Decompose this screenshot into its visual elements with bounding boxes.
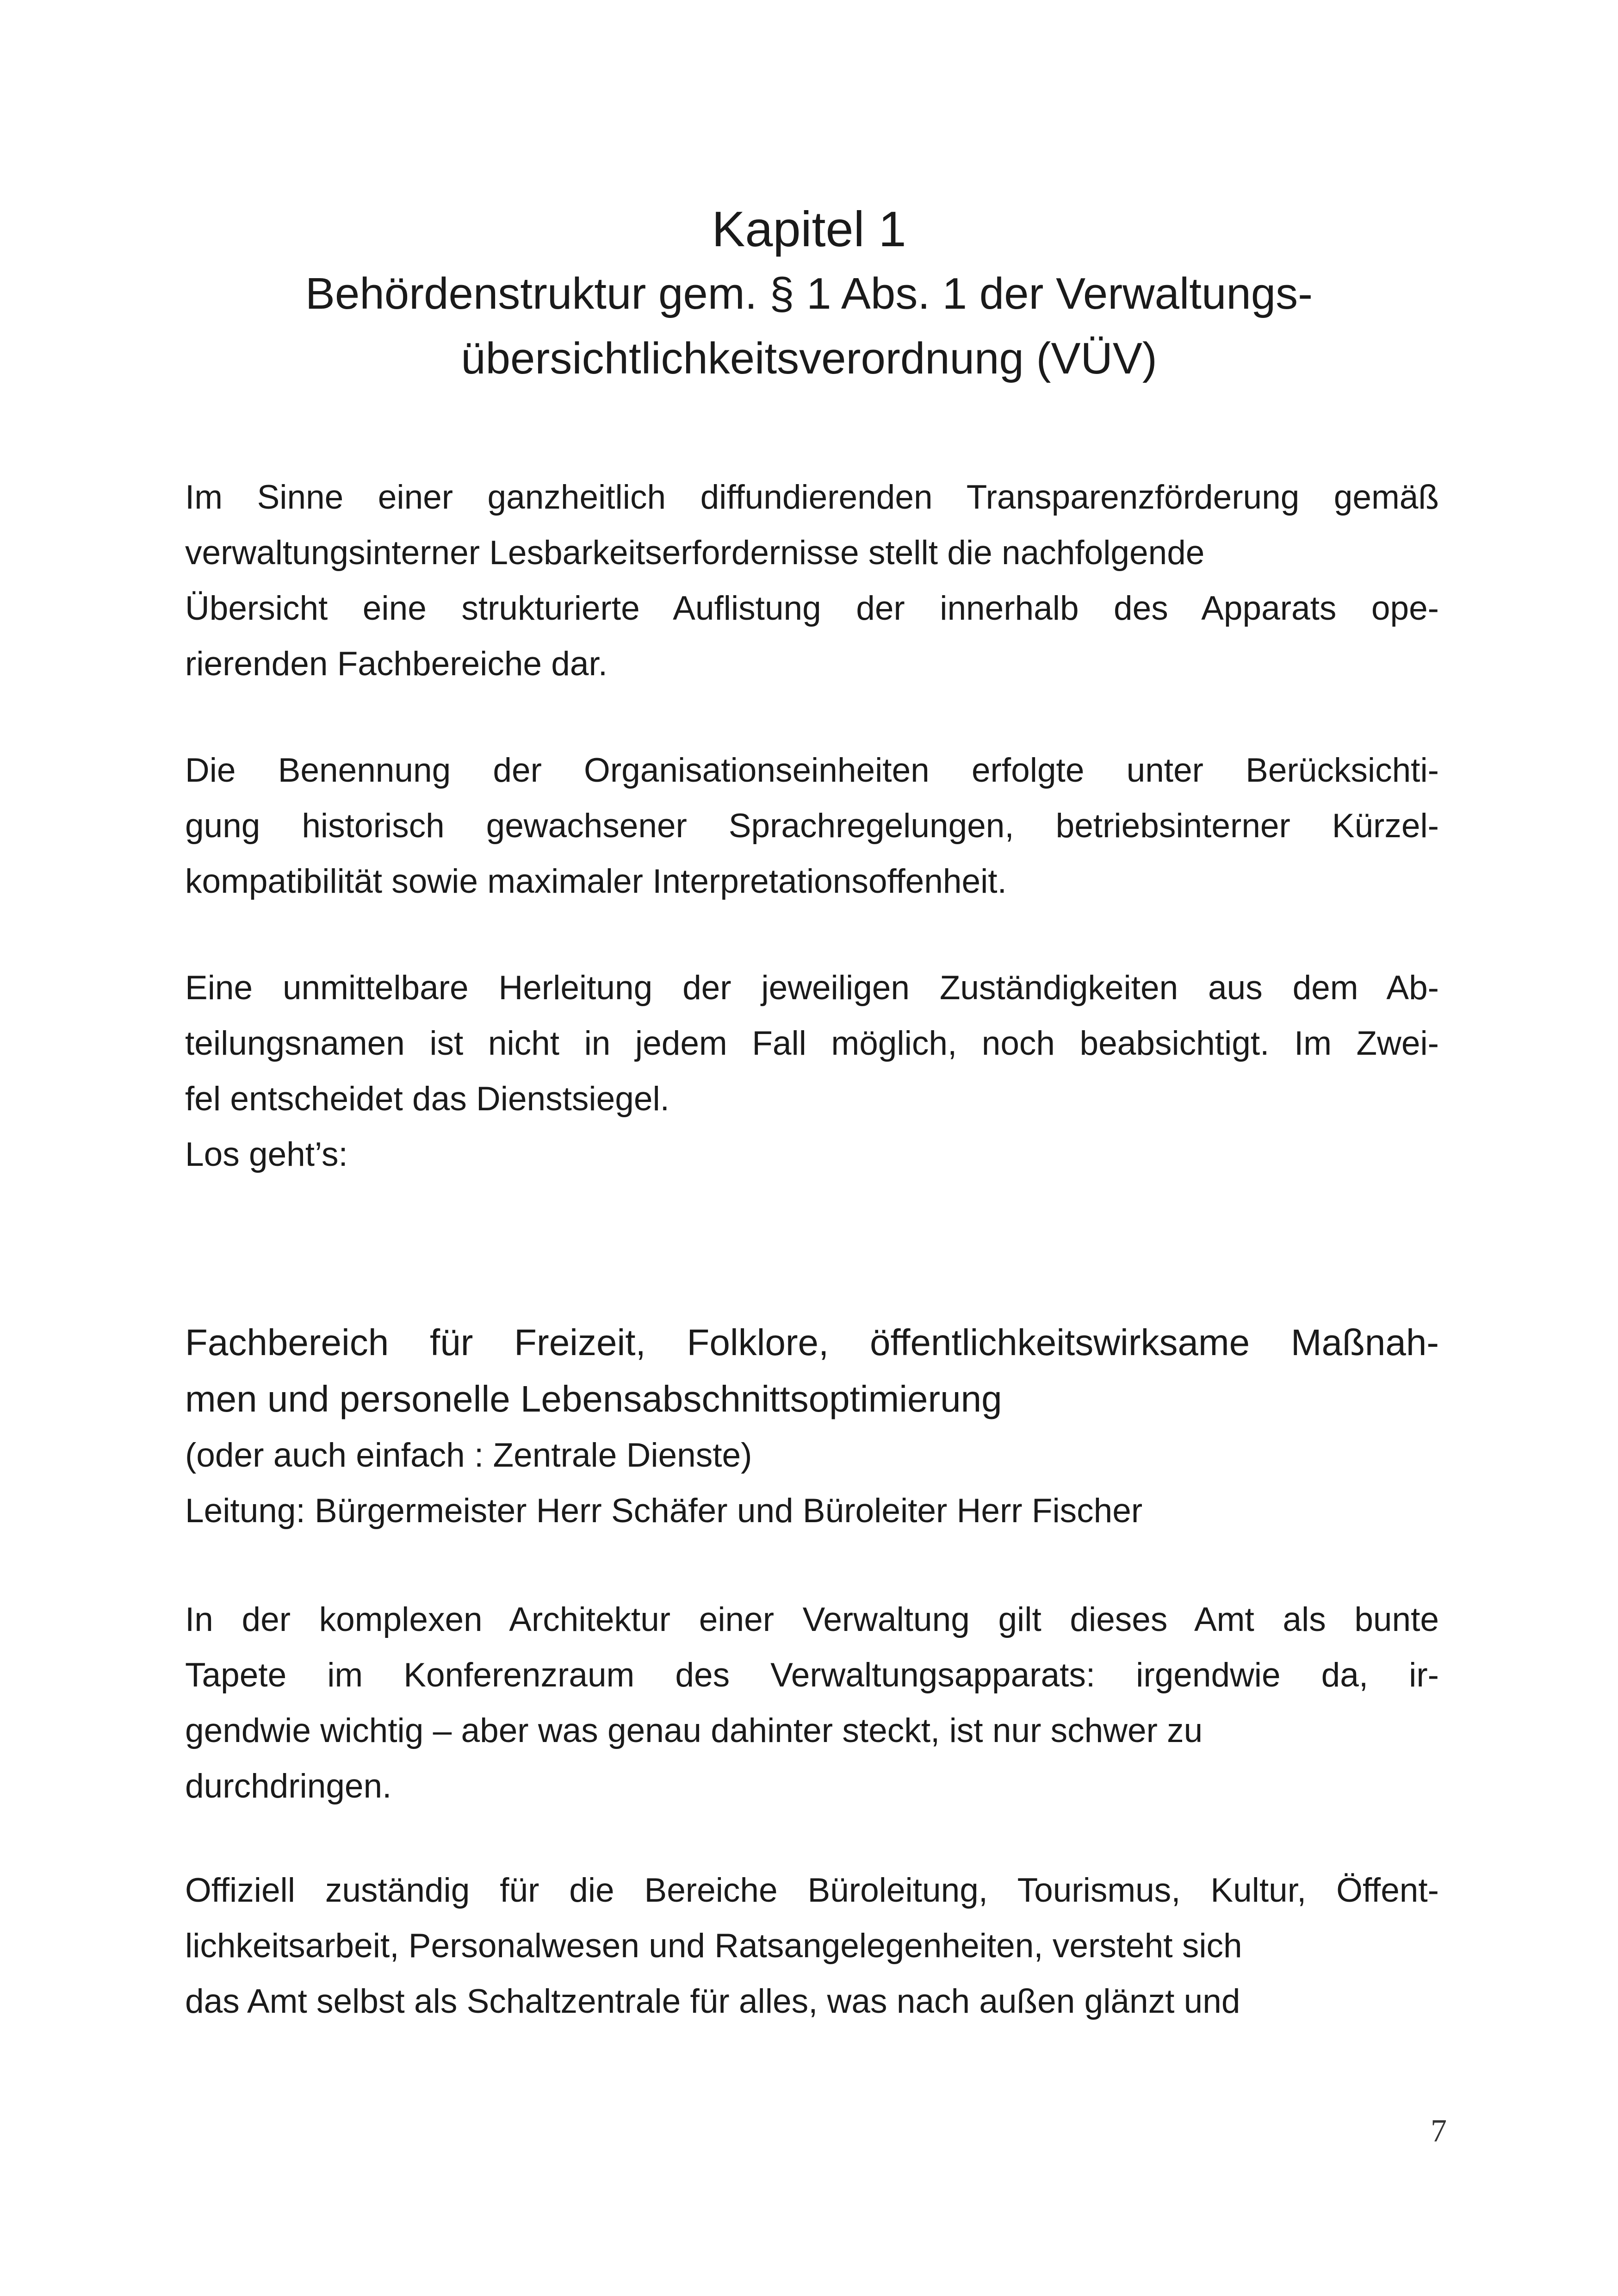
chapter-subtitle xyxy=(139,261,1479,391)
text-line: kompatibilität sowie maximaler Interpretationsoffenheit. xyxy=(185,863,1007,900)
text-line: gendwie wichtig – aber was genau dahinter steckt, ist nur schwer zu xyxy=(185,1712,1203,1749)
section-paragraph-2 xyxy=(185,1863,1439,2029)
section-paragraph-1 xyxy=(185,1592,1439,1814)
text-line: verwaltungsinterner Lesbarkeitserfordernisse stellt die nachfolgende xyxy=(185,534,1205,572)
text-line: Im Sinne einer ganzheitlich diffundierenden Transparenzförderung gemäß xyxy=(185,479,1439,516)
subtitle-line: übersichtlichkeitsverordnung (VÜV) xyxy=(461,334,1157,383)
text-line: fel entscheidet das Dienstsiegel. xyxy=(185,1080,670,1118)
text-line: Offiziell zuständig für die Bereiche Büroleitung, Tourismus, Kultur, Öffent- xyxy=(185,1872,1439,1909)
text-line: Tapete im Konferenzraum des Verwaltungsapparats: irgendwie da, ir- xyxy=(185,1656,1439,1694)
text-line: das Amt selbst als Schaltzentrale für alles, was nach außen glänzt und xyxy=(185,1983,1240,2020)
section-alias: (oder auch einfach : Zentrale Dienste) xyxy=(185,1437,752,1474)
subtitle-line: Behördenstruktur gem. § 1 Abs. 1 der Verwaltungs- xyxy=(305,269,1313,318)
text-line: Los geht’s: xyxy=(185,1136,348,1173)
text-line: Übersicht eine strukturierte Auflistung der innerhalb des Apparats ope- xyxy=(185,590,1439,627)
intro-paragraph-3 xyxy=(185,960,1439,1182)
text-line: lichkeitsarbeit, Personalwesen und Ratsangelegenheiten, versteht sich xyxy=(185,1927,1242,1965)
intro-paragraph-1 xyxy=(185,470,1439,692)
section-leadership: Leitung: Bürgermeister Herr Schäfer und Büroleiter Herr Fischer xyxy=(185,1492,1143,1530)
page-number: 7 xyxy=(1431,2113,1447,2149)
text-line: Eine unmittelbare Herleitung der jeweiligen Zuständigkeiten aus dem Ab- xyxy=(185,969,1439,1007)
intro-paragraph-2 xyxy=(185,743,1439,909)
section-title xyxy=(185,1314,1439,1427)
text-line: Die Benennung der Organisationseinheiten erfolgte unter Berücksichti- xyxy=(185,752,1439,789)
text-line: rierenden Fachbereiche dar. xyxy=(185,645,608,683)
text-line: In der komplexen Architektur einer Verwaltung gilt dieses Amt als bunte xyxy=(185,1601,1439,1638)
section-meta xyxy=(185,1428,1439,1539)
chapter-heading xyxy=(139,197,1479,391)
text-line: durchdringen. xyxy=(185,1767,392,1805)
section-title-line: Fachbereich für Freizeit, Folklore, öffentlichkeitswirksame Maßnah- xyxy=(185,1322,1439,1363)
chapter-title: Kapitel 1 xyxy=(712,201,906,257)
text-line: teilungsnamen ist nicht in jedem Fall möglich, noch beabsichtigt. Im Zwei- xyxy=(185,1025,1439,1062)
section-title-line: men und personelle Lebensabschnittsoptimierung xyxy=(185,1378,1002,1419)
text-line: gung historisch gewachsener Sprachregelungen, betriebsinterner Kürzel- xyxy=(185,807,1439,845)
